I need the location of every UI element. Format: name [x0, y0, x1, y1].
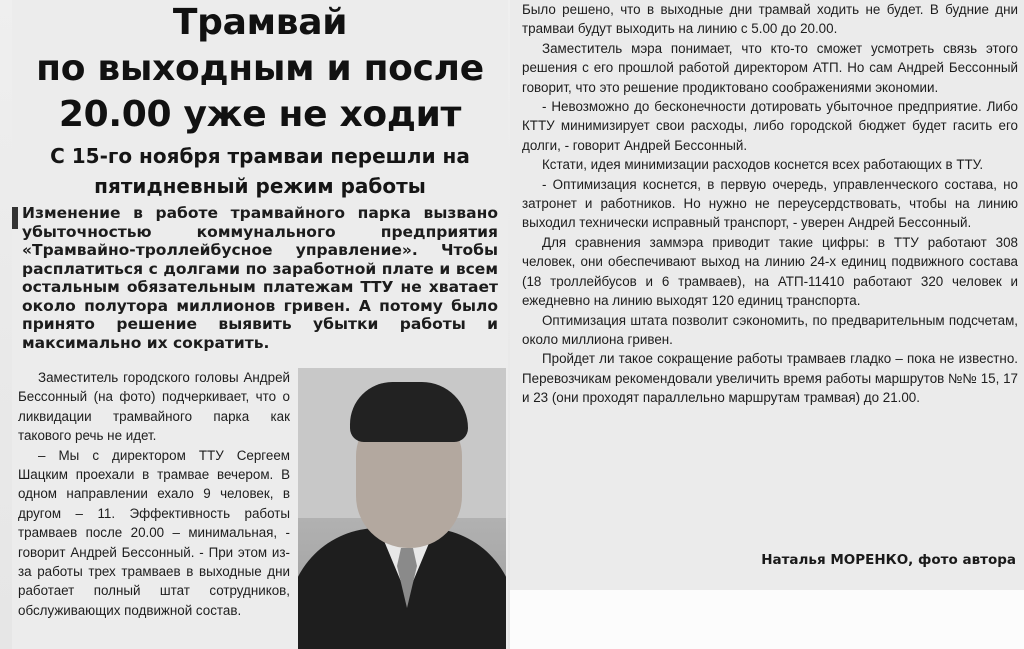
- paragraph: Было решено, что в выходные дни трамвай ходить не будет. В будние дни трамваи будут выходить на линию с 5.00 до 20.00.: [522, 2, 1018, 37]
- paragraph: Для сравнения заммэра приводит такие цифры: в ТТУ работают 308 человек, они обеспечивают выход на линию 24-х единиц подвижного состава (18 троллейбусов и 6 трамваев), на АТП-11410 работают 320 человек и ежедневно на линию выходят 120 единиц транспорта.: [522, 234, 1018, 309]
- photo-hair: [350, 382, 468, 442]
- headline-line-1: Трамвай: [172, 2, 348, 43]
- paragraph: – Мы с директором ТТУ Сергеем Шацким проехали в трамвае вечером. В одном направлении ехало 9 человек, в другом – 11. Эффективность работы трамваев после 20.00 – минимальная, - говорит Андрей Бессонный. - При этом из-за работы трех трамваев в выходные дни работает полный штат сотрудников, обслуживающих подвижной состав.: [18, 447, 290, 618]
- right-column-text: [522, 0, 1018, 408]
- paragraph: Заместитель мэра понимает, что кто-то сможет усмотреть связь этого решения с его прошлой работой директором АТП. Но сам Андрей Бессонный говорит, что это решение продиктовано соображениями экономии.: [522, 40, 1018, 95]
- article-lead: Изменение в работе трамвайного парка вызвано убыточностью коммунального предприятия «Трамвайно-троллейбусное управление». Чтобы расплатиться с долгами по заработной плате и всем остальным обязательным платежам ТТУ не хватает около полутора миллионов гривен. А потому было принято решение выявить убытки работы и максимально их сократить.: [22, 204, 498, 352]
- subhead-line-1: С 15-го ноября трамваи перешли на: [50, 144, 470, 168]
- article-subheadline: [12, 141, 508, 201]
- paragraph: Пройдет ли такое сокращение работы трамваев гладко – пока не известно. Перевозчикам рекомендовали увеличить время работы маршрутов №№ 15, 17 и 23 (они проходят параллельно маршрутам трамвая) до 21.00.: [522, 351, 1018, 406]
- headline-line-3: 20.00 уже не ходит: [58, 94, 462, 135]
- headline-line-2: по выходным и после: [36, 48, 484, 89]
- paragraph: Заместитель городского головы Андрей Бессонный (на фото) подчеркивает, что о ликвидации трамвайного парка как такового речь не идет.: [18, 370, 290, 444]
- paragraph: Оптимизация штата позволит сэкономить, по предварительным подсчетам, около миллиона гривен.: [522, 312, 1018, 347]
- article-headline: [12, 0, 508, 138]
- portrait-photo: [298, 368, 506, 649]
- left-column-text: [18, 368, 290, 620]
- blank-area: [510, 590, 1024, 649]
- paragraph: - Невозможно до бесконечности дотировать убыточное предприятие. Либо КТТУ минимизирует свои расходы, либо городской бюджет будет гасить его долги, - говорит Андрей Бессонный.: [522, 99, 1018, 153]
- article-byline: Наталья МОРЕНКО, фото автора: [761, 552, 1016, 568]
- lead-marker: [12, 207, 18, 229]
- subhead-line-2: пятидневный режим работы: [94, 174, 426, 198]
- paragraph: Кстати, идея минимизации расходов коснется всех работающих в ТТУ.: [542, 157, 984, 173]
- paragraph: - Оптимизация коснется, в первую очередь, управленческого состава, но затронет и работников. Но нужно не переусердствовать, чтобы на линию выходил технически исправный транспорт, - уверен Андрей Бессонный.: [522, 176, 1018, 231]
